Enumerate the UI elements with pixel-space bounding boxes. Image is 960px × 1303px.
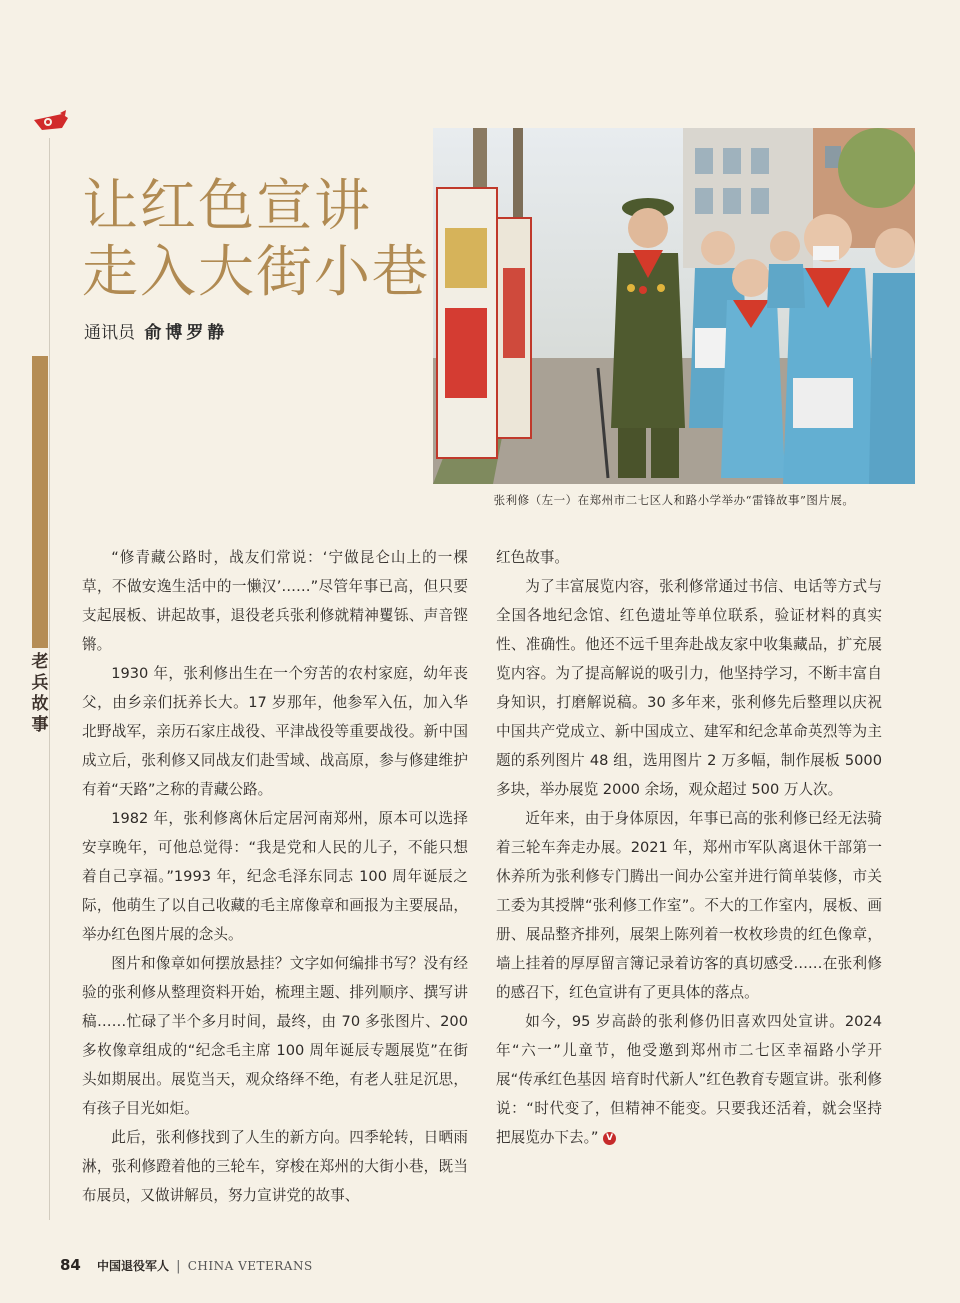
end-mark-icon: V — [603, 1132, 616, 1145]
exhibition-photo-illustration — [433, 128, 915, 484]
page-number: 84 — [60, 1256, 81, 1274]
paragraph-1: “修青藏公路时，战友们常说：‘宁做昆仑山上的一棵草，不做安逸生活中的一懒汉’……”尽管年事已高，但只要支起展板、讲起故事，退役老兵张利修就精神矍铄、声音铿锵。 — [82, 549, 468, 653]
byline-names: 俞博罗静 — [144, 323, 229, 343]
paragraph-8-text: 如今，95 岁高龄的张利修仍旧喜欢四处宣讲。2024 年“六一”儿童节，他受邀到郑州市二七区幸福路小学开展“传承红色基因 培育时代新人”红色教育专题宣讲。张利修说：“时代变了，但精神不能变。只要我还活着，就会坚持把展览办下去。” — [496, 1013, 882, 1146]
footer-separator: | — [176, 1259, 181, 1274]
headline-line-2: 走入大街小巷 — [82, 240, 430, 305]
section-color-bar — [32, 356, 48, 648]
headline-line-1: 让红色宣讲 — [82, 174, 372, 239]
article-photo — [433, 128, 915, 484]
paragraph-5: 此后，张利修找到了人生的新方向。四季轮转，日晒雨淋，张利修蹬着他的三轮车，穿梭在郑州的大街小巷，既当布展员，又做讲解员，努力宣讲党的故事、 — [82, 1129, 468, 1204]
paragraph-8 — [496, 1007, 882, 1152]
paragraph-5-continuation: 红色故事。 — [496, 549, 569, 566]
article-column-right — [496, 543, 882, 1152]
page-footer — [60, 1256, 313, 1274]
article-column-left — [82, 543, 468, 1210]
paragraph-3: 1982 年，张利修离休后定居河南郑州，原本可以选择安享晚年，可他总觉得：“我是党和人民的儿子，不能只想着自己享福。”1993 年，纪念毛泽东同志 100 周年诞辰之际，他萌生了以自己收藏的毛主席像章和画报为主要展品，举办红色图片展的念头。 — [82, 810, 468, 943]
magazine-name-cn: 中国退役军人 — [97, 1259, 170, 1273]
magazine-logo — [32, 110, 70, 134]
paragraph-4: 图片和像章如何摆放悬挂？文字如何编排书写？没有经验的张利修从整理资料开始，梳理主题、排列顺序、撰写讲稿……忙碌了半个多月时间，最终，由 70 多张图片、200 多枚像章组成的“纪念毛主席 100 周年诞辰专题展览”在街头如期展出。展览当天，观众络绎不绝，有老人驻足沉思，有孩子目光如炬。 — [82, 955, 468, 1117]
photo-caption: 张利修（左一）在郑州市二七区人和路小学举办“雷锋故事”图片展。 — [493, 493, 855, 507]
paragraph-7: 近年来，由于身体原因，年事已高的张利修已经无法骑着三轮车奔走办展。2021 年，郑州市军队离退休干部第一休养所为张利修专门腾出一间办公室并进行简单装修，市关工委为其授牌“张利修工作室”。不大的工作室内，展板、画册、展品整齐排列，展架上陈列着一枚枚珍贵的红色像章，墙上挂着的厚厚留言簿记录着访客的真切感受……在张利修的感召下，红色宣讲有了更具体的落点。 — [496, 810, 882, 1001]
byline-label: 通讯员 — [84, 323, 135, 343]
magazine-name-en: CHINA VETERANS — [187, 1259, 313, 1273]
byline — [84, 318, 228, 343]
section-label: 老兵故事 — [31, 652, 49, 735]
article-headline — [82, 174, 430, 306]
paragraph-2: 1930 年，张利修出生在一个穷苦的农村家庭，幼年丧父，由乡亲们抚养长大。17 岁那年，他参军入伍，加入华北野战军，亲历石家庄战役、平津战役等重要战役。新中国成立后，张利修又同战友们赴雪域、战高原，参与修建维护有着“天路”之称的青藏公路。 — [82, 665, 468, 798]
paragraph-6: 为了丰富展览内容，张利修常通过书信、电话等方式与全国各地纪念馆、红色遗址等单位联系，验证材料的真实性、准确性。他还不远千里奔赴战友家中收集藏品，扩充展览内容。为了提高解说的吸引力，他坚持学习，不断丰富自身知识，打磨解说稿。30 多年来，张利修先后整理以庆祝中国共产党成立、新中国成立、建军和纪念革命英烈等为主题的系列图片 48 组，选用图片 2 万多幅，制作展板 5000 多块，举办展览 2000 余场，观众超过 500 万人次。 — [496, 578, 882, 798]
